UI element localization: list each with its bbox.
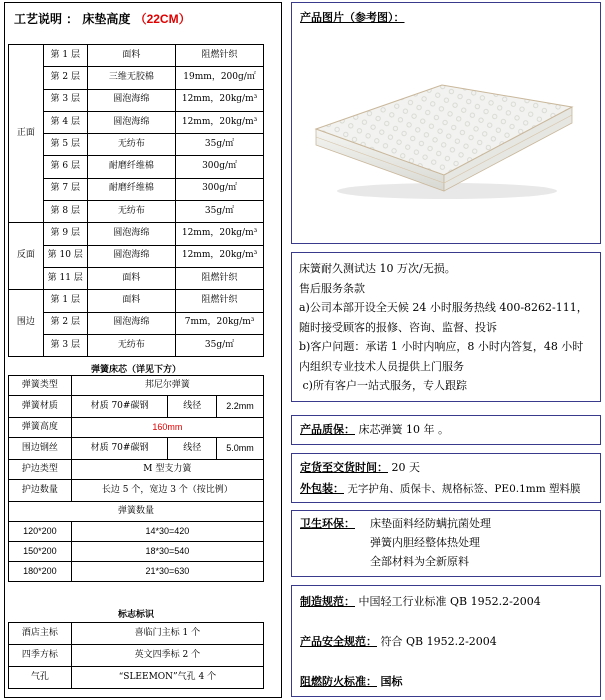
mark-value: “SLEEMON”气孔 4 个	[71, 667, 263, 689]
marks-table	[8, 622, 264, 689]
layer-spec-cell: 12mm，20kg/m³	[176, 89, 264, 111]
spring-height-value: 160mm	[71, 418, 263, 438]
layer-material-cell: 圆泡海绵	[87, 111, 175, 133]
mark-label: 酒店主标	[9, 623, 72, 645]
layer-row	[9, 111, 264, 133]
layer-row	[9, 156, 264, 178]
layer-spec-cell: 7mm，20kg/m³	[176, 312, 264, 334]
layer-layer-cell: 第 4 层	[43, 111, 87, 133]
mfg-label: 制造规范：	[300, 595, 355, 608]
eco-line: 全部材料为全新原料	[370, 555, 469, 568]
edge-wire-dia-label: 线径	[168, 438, 217, 460]
edge-count-value: 长边 5 个，宽边 3 个（按比例）	[71, 480, 263, 502]
layer-row	[9, 89, 264, 111]
spring-type-value: 邦尼尔弹簧	[71, 376, 263, 396]
layer-row	[9, 334, 264, 356]
layer-material-cell: 面料	[87, 290, 175, 312]
service-line: 售后服务条款	[299, 281, 365, 295]
layer-layer-cell: 第 1 层	[43, 45, 87, 67]
safety-line	[300, 632, 497, 651]
layer-material-cell: 无纺布	[87, 201, 175, 223]
edge-wire-label: 围边钢丝	[9, 438, 72, 460]
spring-count-value: 18*30=540	[71, 542, 263, 562]
fire-label: 阻燃防火标准：	[300, 675, 377, 688]
layer-layer-cell: 第 5 层	[43, 134, 87, 156]
layer-material-cell: 耐磨纤维棉	[87, 178, 175, 200]
layer-spec-cell: 12mm，20kg/m³	[176, 245, 264, 267]
delivery-box	[291, 453, 601, 503]
spring-table	[8, 375, 264, 582]
layer-spec-cell: 35g/㎡	[176, 201, 264, 223]
layer-group-cell: 反面	[9, 223, 44, 290]
service-line: 床簧耐久测试达 10 万次/无损。	[299, 262, 456, 275]
mattress-image	[312, 63, 577, 203]
craft-title-prefix: 工艺说明 ：	[14, 12, 79, 26]
layer-spec-cell: 300g/㎡	[176, 178, 264, 200]
layer-material-cell: 面料	[87, 45, 175, 67]
layer-layer-cell: 第 8 层	[43, 201, 87, 223]
edge-wire-row	[9, 438, 264, 460]
service-line: 随时接受顾客的报修、咨询、监督、投诉	[299, 320, 497, 334]
mark-row	[9, 667, 264, 689]
eco-line: 床垫面料经防螨抗菌处理	[370, 517, 491, 530]
quality-label: 产品质保：	[300, 423, 355, 436]
layer-layer-cell: 第 2 层	[43, 67, 87, 89]
product-image-box	[291, 2, 601, 244]
spring-count-header: 弹簧数量	[9, 502, 264, 522]
spring-count-size: 180*200	[9, 562, 72, 582]
delivery-value: 20 天	[391, 461, 420, 474]
layer-table	[8, 44, 264, 357]
layer-material-cell: 三维无胶棉	[87, 67, 175, 89]
layer-row	[9, 245, 264, 267]
layer-group-cell: 围边	[9, 290, 44, 357]
layer-material-cell: 耐磨纤维棉	[87, 156, 175, 178]
mark-value: 英文四季标 2 个	[71, 645, 263, 667]
service-line: 内组织专业技术人员提供上门服务	[299, 359, 464, 373]
edge-count-label: 护边数量	[9, 480, 72, 502]
package-line	[300, 479, 581, 499]
layer-material-cell: 圆泡海绵	[87, 312, 175, 334]
spring-height-label: 弹簧高度	[9, 418, 72, 438]
standards-box	[291, 585, 601, 697]
layer-row	[9, 201, 264, 223]
service-lines	[299, 259, 599, 396]
layer-group-cell: 正面	[9, 45, 44, 223]
spring-wire-value: 2.2mm	[217, 396, 264, 418]
layer-material-cell: 无纺布	[87, 334, 175, 356]
mark-row	[9, 645, 264, 667]
package-value: 无字护角、质保卡、规格标签、PE0.1mm 塑料膜	[347, 483, 581, 495]
layer-spec-cell: 12mm，20kg/m³	[176, 111, 264, 133]
layer-layer-cell: 第 6 层	[43, 156, 87, 178]
delivery-label: 定货至交货时间：	[300, 461, 388, 474]
craft-title-main: 床垫高度	[82, 12, 131, 26]
eco-label: 卫生环保：	[300, 517, 355, 530]
layer-layer-cell: 第 9 层	[43, 223, 87, 245]
spring-count-header-row	[9, 502, 264, 522]
mark-value: 喜临门主标 1 个	[71, 623, 263, 645]
edge-type-row	[9, 460, 264, 480]
quality-box	[291, 415, 601, 445]
layer-row	[9, 134, 264, 156]
edge-type-label: 护边类型	[9, 460, 72, 480]
spring-count-size: 120*200	[9, 522, 72, 542]
edge-type-value: M 型支力簧	[71, 460, 263, 480]
spring-count-row	[9, 522, 264, 542]
layer-layer-cell: 第 11 层	[43, 267, 87, 289]
eco-box	[291, 510, 601, 577]
spring-material-label: 弹簧材质	[9, 396, 72, 418]
edge-count-row	[9, 480, 264, 502]
spring-count-row	[9, 542, 264, 562]
package-label: 外包装：	[300, 482, 344, 495]
spring-wire-label: 线径	[168, 396, 217, 418]
mark-row	[9, 623, 264, 645]
layer-material-cell: 圆泡海绵	[87, 223, 175, 245]
craft-title	[14, 10, 191, 27]
layer-layer-cell: 第 7 层	[43, 178, 87, 200]
layer-spec-cell: 19mm，200g/㎡	[176, 67, 264, 89]
layer-layer-cell: 第 1 层	[43, 290, 87, 312]
spring-height-row	[9, 418, 264, 438]
layer-layer-cell: 第 3 层	[43, 334, 87, 356]
service-line: b)客户问题：承诺 1 小时内响应，8 小时内答复，48 小时	[299, 340, 584, 353]
fire-value: 国标	[380, 675, 403, 688]
layer-layer-cell: 第 2 层	[43, 312, 87, 334]
layer-material-cell: 面料	[87, 267, 175, 289]
layer-row	[9, 290, 264, 312]
eco-line: 弹簧内胆经整体热处理	[370, 536, 480, 549]
layer-layer-cell: 第 10 层	[43, 245, 87, 267]
quality-line	[300, 420, 449, 439]
product-image-title: 产品图片（参考图）：	[300, 11, 405, 24]
spring-material-value: 材质 70#碳钢	[71, 396, 168, 418]
delivery-line	[300, 458, 420, 477]
service-line: c)所有客户一站式服务，专人跟踪	[299, 379, 467, 392]
spring-type-label: 弹簧类型	[9, 376, 72, 396]
layer-spec-cell: 阻燃针织	[176, 45, 264, 67]
mfg-line	[300, 592, 541, 611]
craft-title-height: （22CM）	[134, 12, 191, 26]
spring-count-row	[9, 562, 264, 582]
layer-spec-cell: 35g/㎡	[176, 134, 264, 156]
mark-label: 四季方标	[9, 645, 72, 667]
layer-row	[9, 178, 264, 200]
spring-count-value: 21*30=630	[71, 562, 263, 582]
spring-type-row	[9, 376, 264, 396]
edge-wire-value: 材质 70#碳钢	[71, 438, 168, 460]
layer-material-cell: 圆泡海绵	[87, 245, 175, 267]
safety-value: 符合 QB 1952.2-2004	[380, 635, 497, 648]
layer-layer-cell: 第 3 层	[43, 89, 87, 111]
spring-count-value: 14*30=420	[71, 522, 263, 542]
layer-row	[9, 312, 264, 334]
spring-count-size: 150*200	[9, 542, 72, 562]
layer-spec-cell: 阻燃针织	[176, 290, 264, 312]
edge-wire-dia-value: 5.0mm	[217, 438, 264, 460]
layer-row	[9, 67, 264, 89]
layer-spec-cell: 35g/㎡	[176, 334, 264, 356]
layer-row	[9, 267, 264, 289]
layer-spec-cell: 12mm，20kg/m³	[176, 223, 264, 245]
fire-line	[300, 672, 403, 691]
marks-title: 标志标识	[117, 610, 154, 620]
spring-material-row	[9, 396, 264, 418]
layer-material-cell: 圆泡海绵	[87, 89, 175, 111]
layer-spec-cell: 阻燃针织	[176, 267, 264, 289]
service-box	[291, 252, 601, 402]
layer-row	[9, 223, 264, 245]
service-line: a)公司本部开设全天候 24 小时服务热线 400-8262-111，	[299, 301, 588, 314]
mark-label: 气孔	[9, 667, 72, 689]
mfg-value: 中国轻工行业标准 QB 1952.2-2004	[358, 595, 541, 608]
layer-material-cell: 无纺布	[87, 134, 175, 156]
layer-row	[9, 45, 264, 67]
spring-title: 弹簧床芯（详见下方）	[90, 365, 181, 375]
quality-value: 床芯弹簧 10 年 。	[358, 423, 449, 436]
safety-label: 产品安全规范：	[300, 635, 377, 648]
eco-lines	[370, 514, 491, 571]
layer-spec-cell: 300g/㎡	[176, 156, 264, 178]
